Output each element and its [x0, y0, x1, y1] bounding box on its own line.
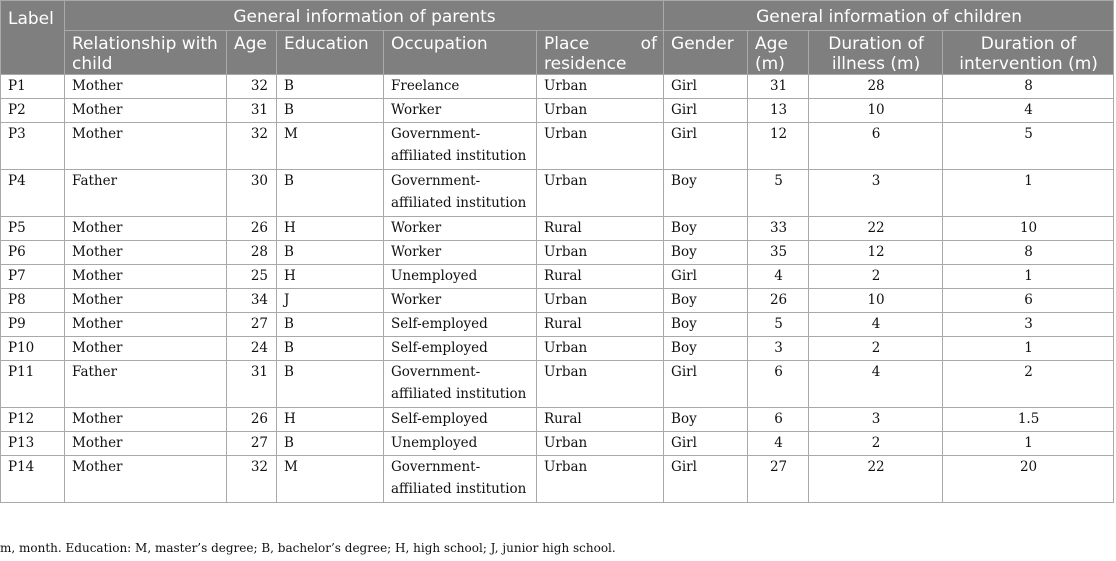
header-group-parents: General information of parents: [65, 1, 664, 31]
cell-child-age: 5: [748, 313, 809, 337]
cell-child-age: 3: [748, 337, 809, 361]
table-row: [1, 456, 1114, 503]
cell-residence: Urban: [537, 75, 664, 99]
cell-education: J: [277, 289, 384, 313]
cell-gender: Girl: [664, 361, 748, 408]
table-row: [1, 241, 1114, 265]
cell-education: B: [277, 99, 384, 123]
cell-label: P9: [1, 313, 65, 337]
cell-child-age: 31: [748, 75, 809, 99]
cell-illness: 2: [809, 432, 943, 456]
header-gender: Gender: [664, 31, 748, 75]
cell-intervention: 2: [943, 361, 1114, 408]
table-row: [1, 313, 1114, 337]
cell-relationship: Mother: [65, 99, 227, 123]
cell-gender: Girl: [664, 456, 748, 503]
cell-parent-age: 34: [227, 289, 277, 313]
cell-label: P6: [1, 241, 65, 265]
cell-child-age: 13: [748, 99, 809, 123]
header-illness: Duration of illness (m): [809, 31, 943, 75]
cell-relationship: Mother: [65, 432, 227, 456]
cell-intervention: 1: [943, 265, 1114, 289]
table-row: [1, 408, 1114, 432]
cell-occupation: Government-affiliated institution: [384, 123, 537, 170]
cell-occupation: Self-employed: [384, 337, 537, 361]
table-row: [1, 432, 1114, 456]
cell-education: H: [277, 408, 384, 432]
cell-intervention: 1: [943, 337, 1114, 361]
cell-residence: Urban: [537, 99, 664, 123]
cell-parent-age: 30: [227, 170, 277, 217]
cell-illness: 3: [809, 408, 943, 432]
cell-occupation: Government-affiliated institution: [384, 361, 537, 408]
cell-residence: Rural: [537, 408, 664, 432]
cell-label: P10: [1, 337, 65, 361]
cell-gender: Girl: [664, 265, 748, 289]
header-row-columns: [1, 31, 1114, 75]
cell-intervention: 1.5: [943, 408, 1114, 432]
cell-residence: Rural: [537, 265, 664, 289]
cell-illness: 6: [809, 123, 943, 170]
header-residence: Place of residence: [537, 31, 664, 75]
cell-occupation: Worker: [384, 217, 537, 241]
cell-education: H: [277, 217, 384, 241]
cell-gender: Boy: [664, 289, 748, 313]
cell-illness: 2: [809, 337, 943, 361]
cell-parent-age: 25: [227, 265, 277, 289]
header-relationship: Relationship with child: [65, 31, 227, 75]
cell-education: M: [277, 123, 384, 170]
cell-education: B: [277, 337, 384, 361]
cell-label: P5: [1, 217, 65, 241]
header-child-age: Age (m): [748, 31, 809, 75]
cell-label: P3: [1, 123, 65, 170]
header-occupation: Occupation: [384, 31, 537, 75]
cell-residence: Urban: [537, 123, 664, 170]
cell-label: P14: [1, 456, 65, 503]
table-row: [1, 75, 1114, 99]
cell-parent-age: 31: [227, 361, 277, 408]
cell-illness: 22: [809, 217, 943, 241]
cell-intervention: 8: [943, 241, 1114, 265]
cell-intervention: 4: [943, 99, 1114, 123]
table-row: [1, 217, 1114, 241]
cell-relationship: Mother: [65, 265, 227, 289]
cell-illness: 3: [809, 170, 943, 217]
cell-child-age: 12: [748, 123, 809, 170]
cell-gender: Girl: [664, 432, 748, 456]
cell-relationship: Father: [65, 361, 227, 408]
cell-label: P8: [1, 289, 65, 313]
cell-relationship: Mother: [65, 289, 227, 313]
cell-relationship: Mother: [65, 217, 227, 241]
cell-education: B: [277, 241, 384, 265]
cell-occupation: Self-employed: [384, 408, 537, 432]
cell-gender: Boy: [664, 241, 748, 265]
header-intervention: Duration of intervention (m): [943, 31, 1114, 75]
cell-occupation: Worker: [384, 289, 537, 313]
cell-gender: Boy: [664, 408, 748, 432]
cell-residence: Urban: [537, 170, 664, 217]
cell-intervention: 5: [943, 123, 1114, 170]
cell-relationship: Mother: [65, 313, 227, 337]
cell-child-age: 26: [748, 289, 809, 313]
cell-residence: Rural: [537, 313, 664, 337]
cell-illness: 10: [809, 99, 943, 123]
cell-intervention: 6: [943, 289, 1114, 313]
table-footnote: m, month. Education: M, master’s degree; B, bachelor’s degree; H, high school; J, junior high school.: [0, 541, 616, 555]
header-education: Education: [277, 31, 384, 75]
cell-relationship: Mother: [65, 75, 227, 99]
cell-parent-age: 32: [227, 456, 277, 503]
table-row: [1, 170, 1114, 217]
cell-occupation: Government-affiliated institution: [384, 170, 537, 217]
cell-residence: Urban: [537, 432, 664, 456]
cell-child-age: 27: [748, 456, 809, 503]
cell-gender: Girl: [664, 75, 748, 99]
cell-illness: 22: [809, 456, 943, 503]
header-row-groups: [1, 1, 1114, 31]
cell-parent-age: 31: [227, 99, 277, 123]
cell-residence: Urban: [537, 337, 664, 361]
cell-intervention: 20: [943, 456, 1114, 503]
cell-residence: Urban: [537, 241, 664, 265]
cell-illness: 4: [809, 313, 943, 337]
cell-gender: Boy: [664, 313, 748, 337]
cell-gender: Boy: [664, 217, 748, 241]
cell-label: P12: [1, 408, 65, 432]
cell-child-age: 4: [748, 432, 809, 456]
cell-gender: Boy: [664, 170, 748, 217]
cell-label: P1: [1, 75, 65, 99]
cell-illness: 28: [809, 75, 943, 99]
cell-parent-age: 28: [227, 241, 277, 265]
cell-child-age: 5: [748, 170, 809, 217]
cell-intervention: 1: [943, 432, 1114, 456]
cell-label: P13: [1, 432, 65, 456]
cell-intervention: 1: [943, 170, 1114, 217]
cell-occupation: Freelance: [384, 75, 537, 99]
cell-illness: 10: [809, 289, 943, 313]
cell-intervention: 3: [943, 313, 1114, 337]
table-row: [1, 123, 1114, 170]
cell-relationship: Mother: [65, 123, 227, 170]
cell-relationship: Mother: [65, 241, 227, 265]
cell-residence: Urban: [537, 289, 664, 313]
cell-parent-age: 32: [227, 75, 277, 99]
cell-parent-age: 27: [227, 313, 277, 337]
header-label: Label: [1, 1, 65, 75]
cell-residence: Urban: [537, 361, 664, 408]
table-row: [1, 337, 1114, 361]
cell-occupation: Worker: [384, 99, 537, 123]
cell-illness: 12: [809, 241, 943, 265]
cell-occupation: Self-employed: [384, 313, 537, 337]
cell-intervention: 10: [943, 217, 1114, 241]
cell-occupation: Worker: [384, 241, 537, 265]
cell-relationship: Mother: [65, 337, 227, 361]
cell-education: B: [277, 361, 384, 408]
cell-gender: Girl: [664, 99, 748, 123]
cell-education: B: [277, 432, 384, 456]
cell-residence: Rural: [537, 217, 664, 241]
table-row: [1, 265, 1114, 289]
cell-parent-age: 32: [227, 123, 277, 170]
cell-parent-age: 26: [227, 408, 277, 432]
cell-relationship: Mother: [65, 456, 227, 503]
cell-illness: 4: [809, 361, 943, 408]
cell-education: B: [277, 170, 384, 217]
cell-parent-age: 27: [227, 432, 277, 456]
cell-education: B: [277, 313, 384, 337]
cell-child-age: 6: [748, 361, 809, 408]
cell-education: B: [277, 75, 384, 99]
cell-intervention: 8: [943, 75, 1114, 99]
cell-illness: 2: [809, 265, 943, 289]
cell-label: P2: [1, 99, 65, 123]
cell-relationship: Mother: [65, 408, 227, 432]
cell-child-age: 35: [748, 241, 809, 265]
cell-parent-age: 24: [227, 337, 277, 361]
cell-occupation: Government-affiliated institution: [384, 456, 537, 503]
cell-relationship: Father: [65, 170, 227, 217]
table-row: [1, 289, 1114, 313]
cell-child-age: 6: [748, 408, 809, 432]
cell-child-age: 4: [748, 265, 809, 289]
header-group-children: General information of children: [664, 1, 1114, 31]
cell-education: M: [277, 456, 384, 503]
cell-label: P11: [1, 361, 65, 408]
cell-residence: Urban: [537, 456, 664, 503]
header-parent-age: Age: [227, 31, 277, 75]
cell-gender: Girl: [664, 123, 748, 170]
table-row: [1, 99, 1114, 123]
cell-gender: Boy: [664, 337, 748, 361]
cell-label: P4: [1, 170, 65, 217]
table-row: [1, 361, 1114, 408]
cell-occupation: Unemployed: [384, 432, 537, 456]
cell-occupation: Unemployed: [384, 265, 537, 289]
cell-parent-age: 26: [227, 217, 277, 241]
cell-education: H: [277, 265, 384, 289]
cell-child-age: 33: [748, 217, 809, 241]
cell-label: P7: [1, 265, 65, 289]
